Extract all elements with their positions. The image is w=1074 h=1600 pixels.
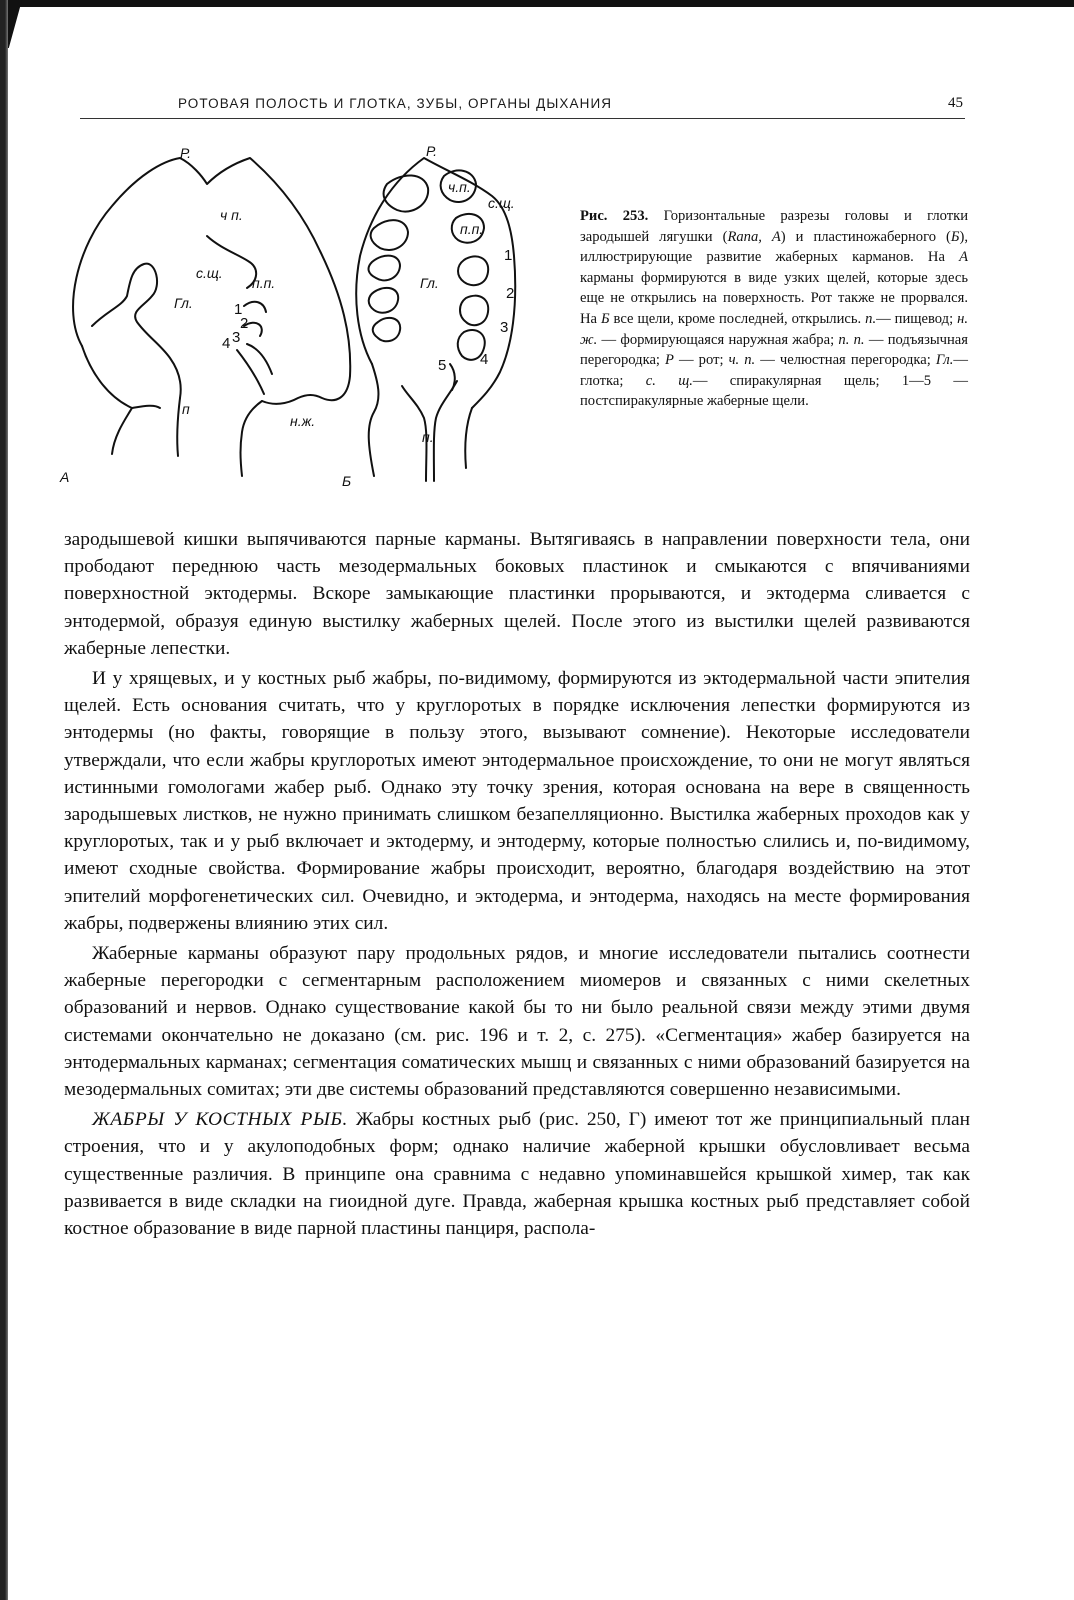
label-a-pharynx: Гл. bbox=[174, 295, 193, 311]
drawing-a-pouch-4 bbox=[237, 350, 264, 394]
paragraph-4-text: Жабры костных рыб (рис. 250, Г) имеют тот же принципиальный план строения, что и у акулоподобных форм; однако наличие жаберной крышки обусловливает весьма существенные различия. В принципе она сравнима с недавно упоминавшейся крышкой химер, так как развивается в виде складки на гиоидной дуге. Правда, жаберная крышка костных рыб представляет собой костное образование в виде парной пластины панциря, распола- bbox=[64, 1109, 971, 1240]
drawing-b-esophagus-right bbox=[434, 381, 457, 481]
caption-key: с. щ. bbox=[645, 372, 693, 389]
label-b-pharynx: Гл. bbox=[420, 275, 439, 291]
caption-key: ч. п. bbox=[728, 352, 756, 369]
caption-ref-a: А bbox=[959, 249, 968, 266]
label-a-mouth: Р. bbox=[180, 145, 192, 161]
drawing-a-pouch-1 bbox=[244, 302, 266, 312]
label-b-jaw-septum: ч.п. bbox=[448, 179, 471, 195]
label-b-slit-4: 4 bbox=[480, 351, 489, 368]
page-top-edge bbox=[0, 0, 1074, 7]
figure-drawing bbox=[52, 136, 572, 506]
caption-key: п. п. bbox=[838, 331, 865, 348]
paragraph-2: И у хрящевых, и у костных рыб жабры, по-видимому, формируются из эктодермальной части эпителия щелей. Есть основания считать, что у круглоротых в порядке исключения лепестки формируются из энтодермы (но факты, говорящие в пользу этого, вызывают сомнение). Некоторые исследователи утверждали, что если жабры круглоротых имеют энтодермальное происхождение, то они не могут являться истинными гомологами жабер рыб. Однако эту точку зрения, которая основана на вере в священность зародышевых листков, не нужно принимать слишком безапелляционно. Выстилка жаберных проходов как у круглоротых, так и у рыб включает и эктодерму, и энтодерму, которые полностью слились и, по-видимому, имеют сходные свойства. Формирование жабры происходит, вероятно, благодаря воздействию на этот эпителий морфогенетических сил. Очевидно, и эктодерма, и энтодерма, находясь на месте формирования жабры, подвержены влиянию этих сил. bbox=[64, 668, 970, 934]
label-a-letter: А bbox=[60, 469, 70, 485]
caption-key-desc: — пищевод; bbox=[876, 310, 958, 327]
label-b-slit-5: 5 bbox=[438, 357, 447, 374]
drawing-b-lower-right bbox=[465, 408, 472, 468]
label-b-letter: Б bbox=[342, 473, 352, 489]
drawing-a-left-jaw bbox=[82, 346, 132, 454]
header-rule bbox=[80, 118, 965, 119]
label-a-esophagus: п bbox=[182, 401, 190, 417]
caption-text: ) и пластиножаберного ( bbox=[780, 228, 951, 245]
label-b-slit-3: 3 bbox=[500, 319, 509, 336]
label-a-jaw-septum: ч п. bbox=[220, 207, 243, 223]
figure-caption bbox=[580, 206, 968, 412]
label-a-slit-1: 1 bbox=[234, 301, 243, 318]
drawing-a-lower-body bbox=[177, 398, 180, 456]
caption-key: Гл. bbox=[935, 352, 954, 369]
label-b-hyoid-septum: п.п. bbox=[460, 221, 484, 237]
label-a-slit-3: 3 bbox=[232, 329, 241, 346]
drawing-a-lower-left bbox=[132, 406, 160, 408]
caption-ref-b: Б bbox=[600, 310, 610, 327]
label-a-spiracle: с.щ. bbox=[196, 265, 223, 281]
label-b-slit-1: 1 bbox=[504, 247, 513, 264]
body-text bbox=[64, 526, 970, 1245]
caption-key-desc: — подъязычная перегородка; bbox=[580, 331, 969, 369]
caption-key-desc: — спиракулярная щель; bbox=[692, 372, 902, 389]
label-b-esophagus: п. bbox=[422, 429, 434, 445]
paragraph-1: зародышевой кишки выпячиваются парные карманы. Вытягиваясь в направлении поверхности тела, они прободают переднюю часть мезодермальных боковых пластинок и смыкаются с впячиваниями поверхностной эктодермы. Вскоре замыкающие пластинки прорываются, и эктодерма сливается с энтодермой, образуя единую выстилку жаберных щелей. После этого из выстилки щелей развиваются жаберные лепестки. bbox=[64, 529, 970, 659]
drawing-b-slit-l1 bbox=[384, 175, 429, 211]
caption-key: 1—5 bbox=[901, 372, 932, 389]
caption-key-desc: — глотка; bbox=[580, 352, 969, 389]
running-head: РОТОВАЯ ПОЛОСТЬ И ГЛОТКА, ЗУБЫ, ОРГАНЫ ДЫХАНИЯ bbox=[178, 96, 613, 111]
section-heading: ЖАБРЫ У КОСТНЫХ РЫБ. bbox=[92, 1109, 348, 1131]
figure-253 bbox=[52, 136, 572, 506]
drawing-b-lower-left bbox=[369, 364, 379, 476]
paragraph-3: Жаберные карманы образуют пару продольных рядов, и многие исследователи пытались соотнести жаберные перегородки с сегментарным расположением миомеров и связанных с ними скелетных образований и нервов. Однако существование какой бы то ни было реальной связи между этими двумя системами окончательно не доказано (см. рис. 196 и т. 2, с. 275). «Сегментация» жабер базируется на энтодермальных карманах; сегментация соматических мышц и связанных с ними образований базируется на мезодермальных сомитах; эти две системы образований представляются совершенно независимыми. bbox=[64, 943, 970, 1101]
drawing-a-gill-fold bbox=[241, 401, 263, 476]
caption-ref-b: Б bbox=[950, 228, 960, 245]
caption-key: Р bbox=[665, 352, 674, 369]
label-a-slit-2: 2 bbox=[240, 315, 249, 332]
label-a-slit-4: 4 bbox=[222, 335, 231, 352]
drawing-a-pharynx-left bbox=[92, 264, 181, 398]
drawing-b-pouch-5 bbox=[450, 364, 455, 390]
drawing-b-slit-l4 bbox=[369, 288, 398, 313]
paragraph-4 bbox=[64, 1106, 970, 1242]
label-a-external-gill: н.ж. bbox=[290, 413, 316, 429]
label-a-hyoid-septum: п.п. bbox=[252, 275, 276, 291]
caption-text: карманы формируются в виде узких щелей, которые здесь еще не открылись на поверхность. Рот также не прорвался. На bbox=[580, 269, 968, 327]
page-number: 45 bbox=[948, 95, 963, 111]
book-spine-shadow bbox=[0, 0, 8, 1600]
label-b-spiracle: с.щ. bbox=[488, 195, 515, 211]
drawing-b-slit-l2 bbox=[371, 220, 408, 250]
caption-key-desc: — челюстная перегородка; bbox=[755, 352, 936, 369]
drawing-b-slit-r4 bbox=[460, 296, 488, 326]
caption-key-desc: — рот; bbox=[673, 352, 729, 369]
caption-text: Горизонтальные разрезы головы и глотки зародышей лягушки ( bbox=[580, 208, 969, 245]
drawing-b-slit-l5 bbox=[373, 318, 400, 341]
caption-text: ), иллюстрирующие развитие жаберных карманов. На bbox=[580, 228, 968, 266]
caption-text: все щели, кроме последней, открылись. bbox=[609, 310, 866, 327]
caption-key-desc: — постспиракулярные жаберные щели. bbox=[580, 372, 968, 410]
label-b-slit-2: 2 bbox=[506, 285, 515, 302]
caption-key-desc: — формирующаяся наружная жабра; bbox=[597, 331, 839, 348]
drawing-b-slit-r3 bbox=[458, 256, 488, 285]
drawing-b-slit-l3 bbox=[369, 256, 400, 281]
caption-number: Рис. 253. bbox=[580, 208, 649, 224]
caption-key: п. bbox=[865, 310, 877, 327]
caption-key: н. ж. bbox=[580, 310, 968, 348]
caption-genus: Rana, А bbox=[727, 228, 781, 245]
label-b-mouth: Р. bbox=[426, 143, 438, 159]
